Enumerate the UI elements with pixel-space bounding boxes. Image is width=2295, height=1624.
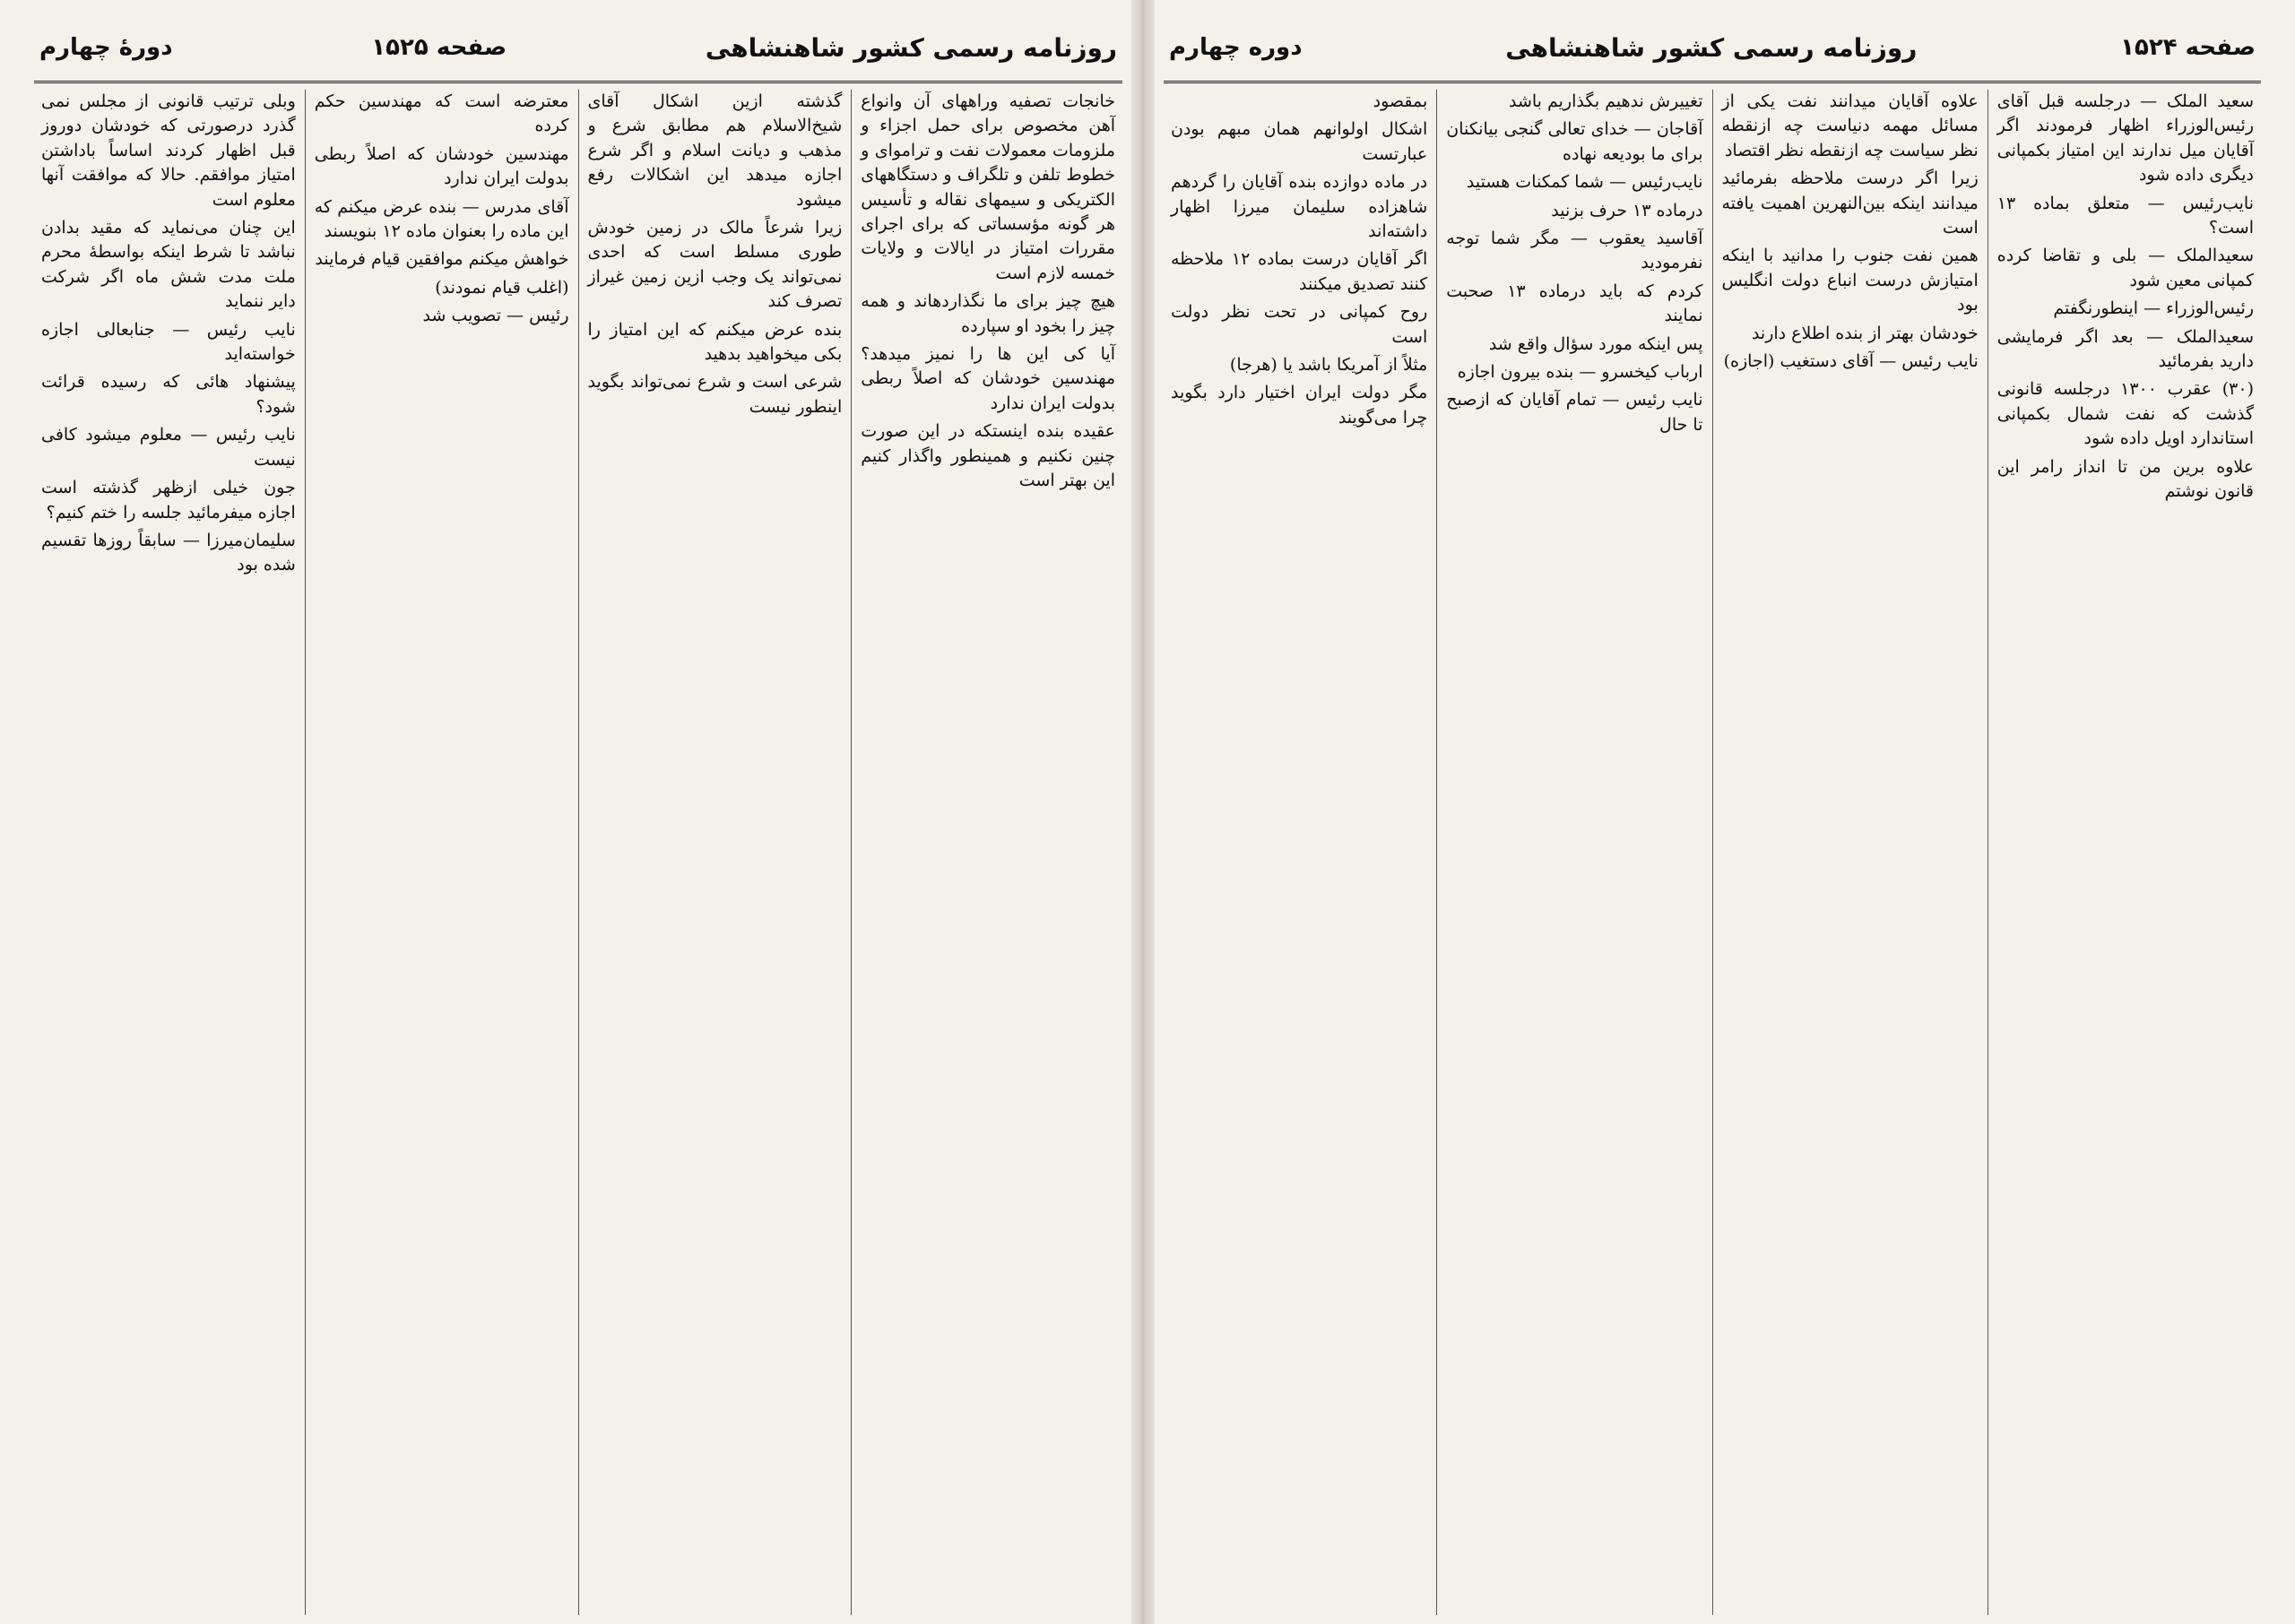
right-header-page-number: صفحه ۱۵۲۴ [2120, 34, 2256, 61]
paragraph: ارباب کیخسرو — بنده بیرون اجازه [1457, 362, 1703, 383]
paragraph: آقاسید یعقوب — مگر شما توجه نفرمودید [1446, 229, 1703, 273]
paragraph: آقاجان — خدای تعالی گنجی بیانکنان برای ما بودیعه نهاده [1446, 119, 1703, 164]
paragraph: بمقصود [1373, 91, 1428, 111]
right-header-rule [1164, 81, 2261, 83]
right-header-period: دوره چهارم [1169, 34, 1303, 61]
paragraph: این چنان می‌نماید که مقید بدادن نباشد تا شرط اینکه بواسطهٔ محرم ملت مدت شش ماه اگر شرکت دایر ننماید [41, 218, 296, 312]
paragraph: در ماده دوازده بنده آقایان را گردهم شاهزاده سلیمان میرزا اظهار داشته‌اند [1171, 172, 1428, 242]
left-header-period: دورهٔ چهارم [39, 34, 173, 61]
paragraph: اشکال اولوانهم همان مبهم بودن عبارتست [1171, 119, 1428, 164]
paragraph: معترضه است که مهندسین حکم کرده [314, 91, 569, 136]
binding-gutter [1131, 0, 1155, 1624]
right-column-1 [1988, 90, 2263, 1615]
left-header-page-number: صفحه ۱۵۲۵ [371, 34, 507, 61]
paragraph: تغییرش ندهیم بگذاریم باشد [1509, 91, 1703, 111]
paragraph: نایب رئیس — آقای دستغیب (اجازه) [1723, 351, 1979, 372]
paragraph: سلیمان‌میرزا — سابقاً روزها تقسیم شده بود [41, 530, 296, 575]
paragraph: عقیده بنده اینستکه در این صورت چنین نکنیم و همینطور واگذار کنیم این بهتر است [861, 421, 1115, 491]
paragraph: درماده ۱۳ حرف بزنید [1551, 200, 1703, 220]
paragraph: (اغلب قیام نمودند) [435, 277, 569, 298]
paragraph: بنده عرض میکنم که این امتیاز را بکی میخواهید بدهید [587, 319, 843, 365]
paragraph: آیا کی این ها را نمیز میدهد؟ مهندسین خودشان که اصلاً ربطی بدولت ایران ندارد [861, 344, 1115, 413]
paragraph: خواهش میکنم موافقین قیام فرمایند [315, 249, 569, 270]
paragraph: جون خیلی ازظهر گذشته است اجازه میفرمائید جلسه را ختم کنیم؟ [41, 478, 296, 523]
paragraph: (۳۰) عقرب ۱۳۰۰ درجلسه قانونی گذشت که نفت شمال بکمپانی استاندارد اویل داده شود [1996, 379, 2254, 449]
paragraph: زیرا شرعاً مالک در زمین خودش طوری مسلط است که احدی نمی‌تواند یک وجب ازین زمین غیراز تصرف کند [587, 218, 843, 312]
right-page [1156, 0, 2268, 1624]
paragraph: نایب‌رئیس — شما کمکنات هستید [1466, 172, 1703, 193]
paragraph: نایب رئیس — تمام آقایان که ازصبح تا حال [1446, 390, 1703, 435]
paragraph: روح کمپانی در تحت نظر دولت است [1171, 302, 1428, 347]
left-page-header [27, 16, 1130, 79]
paragraph: پس اینکه مورد سؤال واقع شد [1488, 333, 1703, 354]
paragraph: سعیدالملک — بلی و تقاضا کرده کمپانی معین شود [1996, 246, 2254, 290]
paragraph: مگر دولت ایران اختیار دارد بگوید چرا می‌گویند [1171, 383, 1428, 428]
paragraph: علاوه برین من تا انداز رامر این قانون نوشتم [1996, 456, 2254, 502]
paragraph: خانجات تصفیه وراههای آن وانواع آهن مخصوص برای حمل اجزاء و ملزومات معمولات نفت و تراموای و خطوط تلفن و تلگراف و دستگاههای الکتریکی و سیمهای نقاله و تأسیس هر گونه مؤسساتی که برای اجرای مقررات امتیاز در ایالات و ولایات خمسه لازم است [861, 91, 1115, 283]
paragraph: همین نفت جنوب را مدانید با اینکه امتیازش درست انباع دولت انگلیس بود [1721, 246, 1979, 315]
left-column-1 [851, 90, 1124, 1615]
paragraph: نایب‌رئیس — متعلق بماده ۱۳ است؟ [1996, 193, 2254, 238]
left-columns [32, 90, 1124, 1615]
paragraph: سعید الملک — درجلسه قبل آقای رئیس‌الوزراء اظهار فرمودند اگر آقایان میل ندارند این امتیاز بکمپانی دیگری داده شود [1996, 91, 2254, 186]
paragraph: رئیس — تصویب شد [422, 306, 569, 326]
paragraph: نایب رئیس — معلوم میشود کافی نیست [41, 425, 296, 470]
right-header-title: روزنامه رسمی کشور شاهنشاهی [1505, 32, 1918, 63]
right-columns [1162, 90, 2263, 1615]
left-header-title: روزنامه رسمی کشور شاهنشاهی [705, 32, 1117, 63]
right-page-header [1156, 16, 2268, 79]
left-column-3 [305, 90, 578, 1615]
left-column-2 [578, 90, 852, 1615]
paragraph: خودشان بهتر از بنده اطلاع دارند [1751, 323, 1979, 343]
paragraph: اگر آقایان درست بماده ۱۲ ملاحظه کنند تصدیق میکنند [1171, 249, 1428, 294]
paragraph: گذشته ازین اشکال آقای شیخ‌الاسلام هم مطابق شرع و مذهب و دیانت اسلام و اگر شرع اجازه میدهد این اشکالات رفع میشود [587, 91, 843, 210]
left-page [27, 0, 1130, 1624]
left-header-rule [34, 81, 1122, 83]
right-column-2 [1712, 90, 1988, 1615]
paragraph: سعیدالملک — بعد اگر فرمایشی دارید بفرمائید [1996, 326, 2254, 372]
paragraph: مثلاً از آمریکا باشد یا (هرجا) [1229, 355, 1428, 376]
paragraph: نایب رئیس — جنابعالی اجازه خواسته‌اید [41, 319, 296, 365]
paragraph: شرعی است و شرع نمی‌تواند بگوید اینطور نیست [587, 372, 843, 417]
paragraph: زیرا اگر درست ملاحظه بفرمائید میدانند اینکه بین‌النهرین اهمیت یافته است [1721, 168, 1979, 238]
paragraph: پیشنهاد هائی که رسیده قرائت شود؟ [41, 372, 296, 417]
left-column-4 [32, 90, 305, 1615]
paragraph: کردم که باید درماده ۱۳ صحبت نمایند [1446, 281, 1703, 326]
paragraph: رئیس‌الوزراء — اینطورنگفتم [2053, 298, 2254, 319]
paragraph: مهندسین خودشان که اصلاً ربطی بدولت ایران ندارد [314, 143, 569, 189]
paragraph: آقای مدرس — بنده عرض میکنم که این ماده را بعنوان ماده ۱۲ بنویسند [314, 196, 569, 242]
paragraph: علاوه آقایان میدانند نفت یکی از مسائل مهمه دنیاست چه ازنقطه نظر سیاست چه ازنقطه نظر اقتصاد [1721, 91, 1979, 160]
paragraph: وبلی ترتیب قانونی از مجلس نمی گذرد درصورتی که خودشان دوروز قبل اظهار کردند اساساً باداشتن امتیاز موافقم. حالا که موافقت آنها معلوم است [41, 91, 296, 210]
right-column-3 [1436, 90, 1711, 1615]
paragraph: هیچ چیز برای ما نگذاردهاند و همه چیز را بخود او سپارده [861, 291, 1115, 336]
right-column-4 [1162, 90, 1436, 1615]
